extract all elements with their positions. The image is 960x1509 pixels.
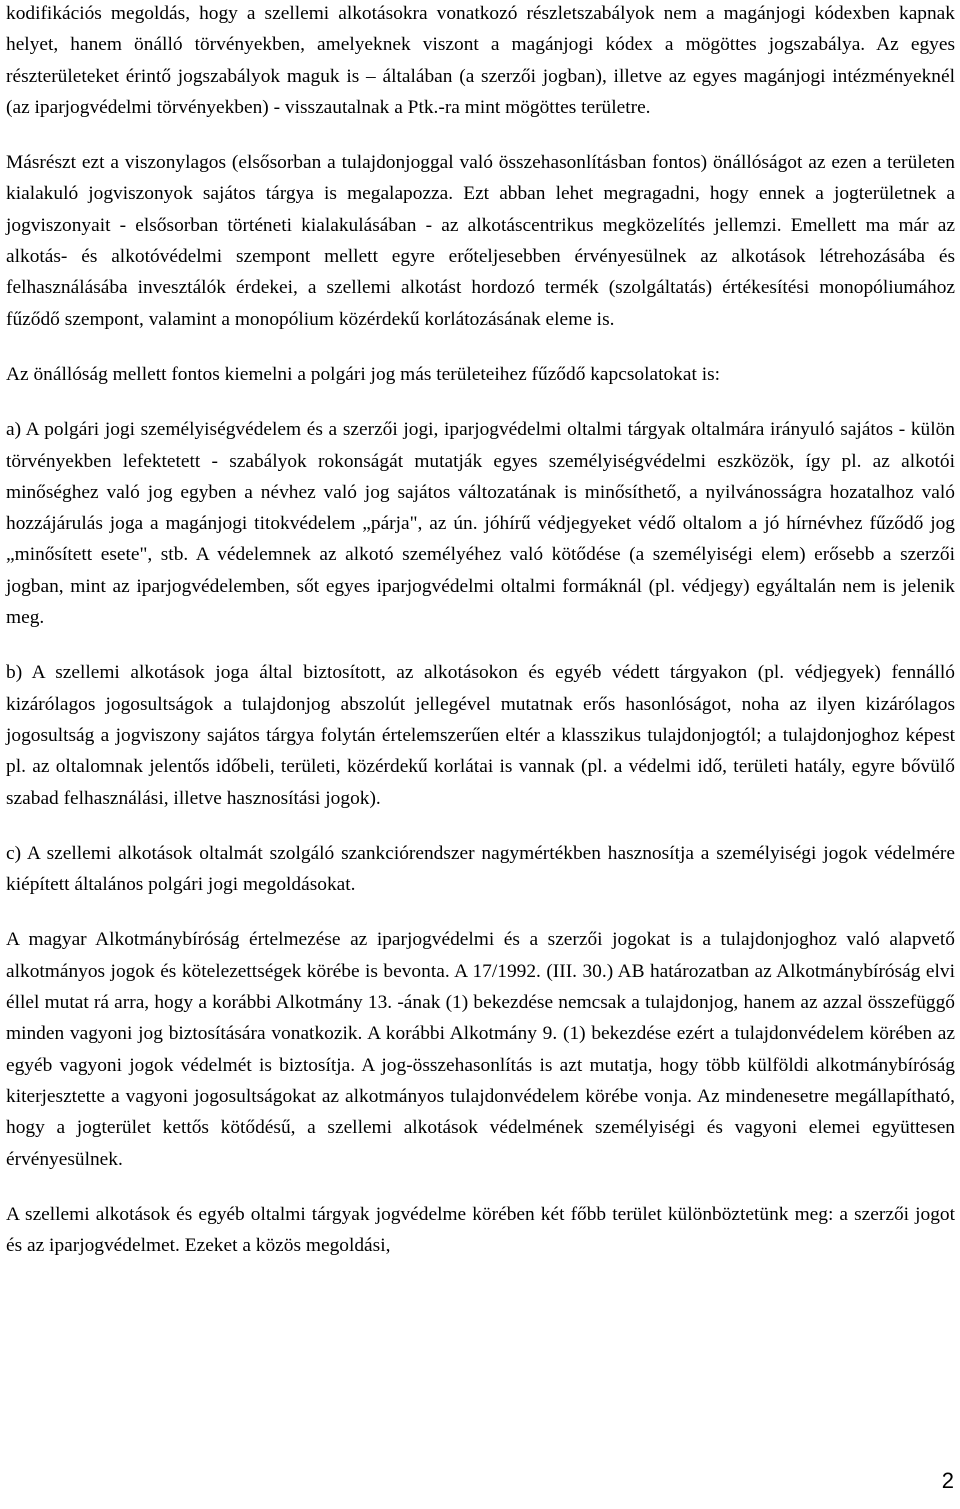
page-number: 2 <box>941 1468 954 1493</box>
paragraph-two-main-areas: A szellemi alkotások és egyéb oltalmi tárgyak jogvédelme körében két főbb terület különböztetünk meg: a szerzői jogot és az iparjogvédelmet. Ezeket a közös megoldási, <box>6 1203 955 1257</box>
paragraph-relative-autonomy: Másrészt ezt a viszonylagos (elsősorban a tulajdonjoggal való összehasonlításban fontos) önállóságot az ezen a területen kialakuló jogviszonyok sajátos tárgya is megalapozza. Ezt abban lehet megragadni, hogy ennek a jogterületnek a jogviszonyait - elsősorban történeti kialakulásában - az alkotáscentrikus megközelítés jellemzi. Emellett ma már az alkotás- és alkotóvédelmi szempont mellett egyre erőteljesebben érvényesülnek az alkotások létrehozásába és felhasználásába invesztálók érdekei, a szellemi alkotást hordozó termék (szolgáltatás) értékesítési monopóliumához fűződő szempont, valamint a monopólium közérdekű korlátozásának eleme is. <box>6 152 955 330</box>
document-page <box>6 0 955 1261</box>
paragraph-connections-intro: Az önállóság mellett fontos kiemelni a polgári jog más területeihez fűződő kapcsolatokat is: <box>6 363 721 385</box>
paragraph-codification: kodifikációs megoldás, hogy a szellemi alkotásokra vonatkozó részletszabályok nem a magánjogi kódexben kapnak helyet, hanem önálló törvényekben, amelyeknek viszont a magánjogi kódex a mögöttes jogszabálya. Az egyes részterületeket érintő jogszabályok maguk is – általában (a szerzői jogban), illetve az egyes magánjogi intézményeknél (az iparjogvédelmi törvényekben) - visszautalnak a Ptk.-ra mint mögöttes területre. <box>6 3 955 118</box>
paragraph-point-b: b) A szellemi alkotások joga által biztosított, az alkotásokon és egyéb védett tárgyakon (pl. védjegyek) fennálló kizárólagos jogosultságok a tulajdonjog abszolút jellegével mutatnak erős hasonlóságot, noha az ilyen kizárólagos jogosultság a jogviszony sajátos tárgya folytán értelemszerűen eltér a klasszikus tulajdonjogtól; a tulajdonjoghoz képest pl. az oltalomnak jelentős időbeli, területi, közérdekű korlátai is vannak (pl. a védelmi idő, területi hatály, egyre bővülő szabad felhasználási, illetve hasznosítási jogok). <box>6 662 955 809</box>
paragraph-point-a: a) A polgári jogi személyiségvédelem és a szerzői jogi, iparjogvédelmi oltalmi tárgyak oltalmára irányuló sajátos - külön törvényekben lefektetett - szabályok rokonságát mutatják egyes személyiségvédelmi eszközök, így pl. az alkotói minőséghez való jog egyben a névhez való jog sajátos változatának is minősíthető, a nyilvánosságra hozatalhoz való hozzájárulás joga a magánjogi titokvédelem „párja", az ún. jóhírű védjegyeket védő oltalom a jó hírnévhez fűződő jog „minősített esete", stb. A védelemnek az alkotó személyéhez való kötődése (a személyiségi elem) erősebb a szerzői jogban, mint az iparjogvédelemben, sőt egyes iparjogvédelmi oltalmi formáknál (pl. védjegy) egyáltalán nem is jelenik meg. <box>6 419 955 629</box>
paragraph-point-c: c) A szellemi alkotások oltalmát szolgáló szankciórendszer nagymértékben hasznosítja a személyiségi jogok védelmére kiépített általános polgári jogi megoldásokat. <box>6 842 955 896</box>
paragraph-constitutional-court: A magyar Alkotmánybíróság értelmezése az iparjogvédelmi és a szerzői jogokat is a tulajdonjoghoz való alapvető alkotmányos jogok és kötelezettségek körébe is bevonta. A 17/1992. (III. 30.) AB határozatban az Alkotmánybíróság elvi éllel mutat rá arra, hogy a korábbi Alkotmány 13. -ának (1) bekezdése nemcsak a tulajdonjog, hanem az azzal összefüggő minden vagyoni jog biztosítására vonatkozik. A korábbi Alkotmány 9. (1) bekezdése ezért a tulajdonvédelem körében az egyéb vagyoni jogok védelmét is biztosítja. A jog-összehasonlítás is azt mutatja, hogy több külföldi alkotmánybíróság kiterjesztette a vagyoni jogosultságokat az alkotmányos tulajdonvédelem körébe vonja. Az mindenesetre megállapítható, hogy a jogterület kettős kötődésű, a szellemi alkotások védelmének személyiségi és vagyoni elemei együttesen érvényesülnek. <box>6 929 955 1170</box>
